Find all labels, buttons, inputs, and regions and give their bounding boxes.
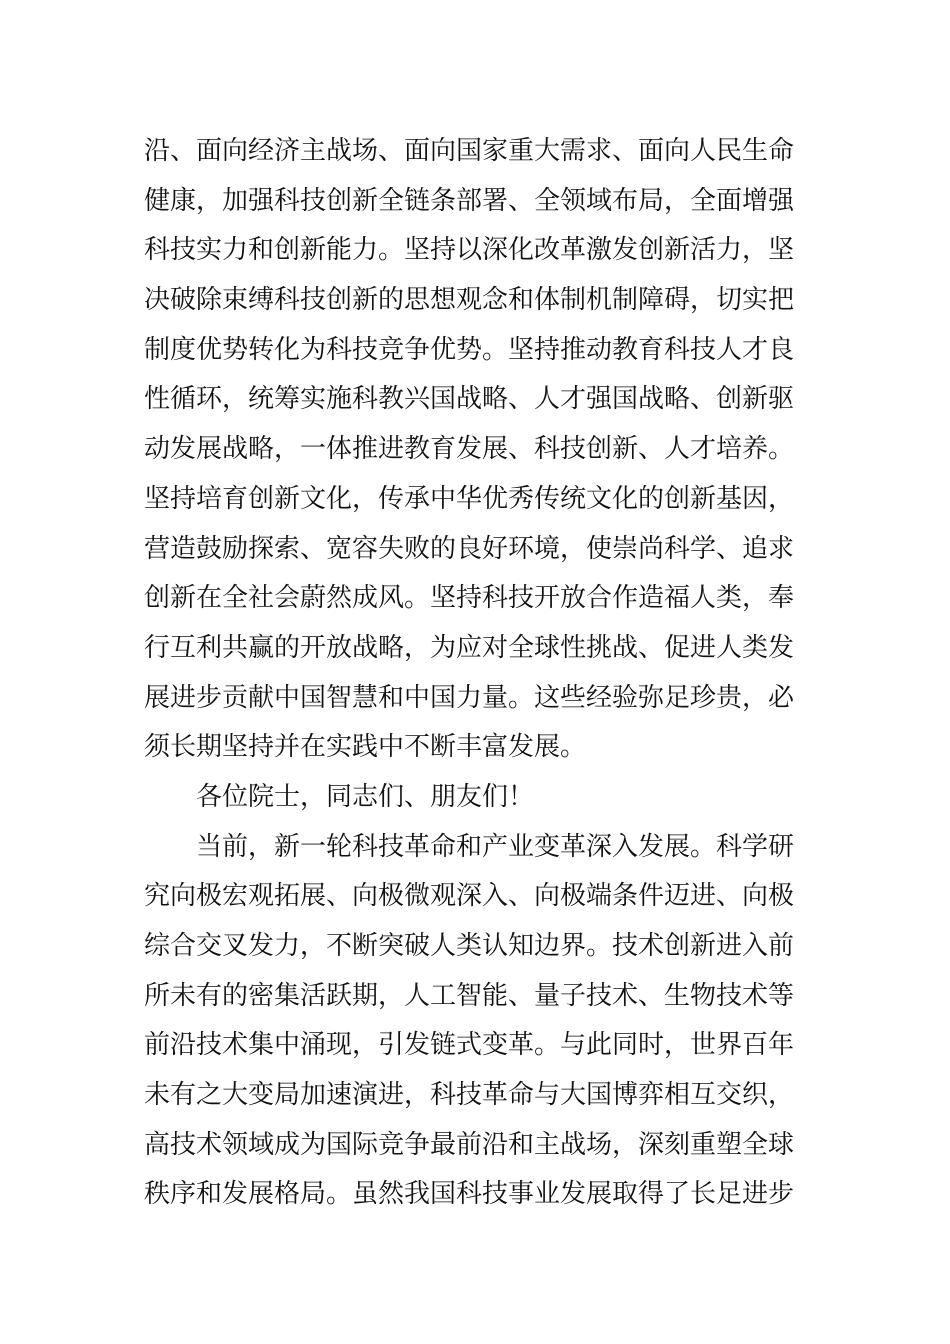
text-line: 坚持培育创新文化，传承中华优秀传统文化的创新基因，: [144, 483, 795, 514]
text-line: 须长期坚持并在实践中不断丰富发展。: [144, 732, 587, 763]
text-line: 健康，加强科技创新全链条部署、全领域布局，全面增强: [144, 185, 795, 216]
text-line: 前沿技术集中涌现，引发链式变革。与此同时，世界百年: [144, 1030, 795, 1061]
text-line: 性循环，统筹实施科教兴国战略、人才强国战略、创新驱: [144, 384, 795, 415]
text-line: 营造鼓励探索、宽容失败的良好环境，使崇尚科学、追求: [144, 533, 795, 564]
body-text: [144, 127, 806, 1220]
text-line: 所未有的密集活跃期，人工智能、量子技术、生物技术等: [144, 980, 795, 1011]
text-line: 制度优势转化为科技竞争优势。坚持推动教育科技人才良: [144, 334, 795, 365]
text-line: 行互利共赢的开放战略，为应对全球性挑战、促进人类发: [144, 632, 795, 663]
text-line: 决破除束缚科技创新的思想观念和体制机制障碍，切实把: [144, 285, 795, 316]
text-line: 展进步贡献中国智慧和中国力量。这些经验弥足珍贵，必: [144, 682, 795, 713]
text-line: 科技实力和创新能力。坚持以深化改革激发创新活力，坚: [144, 235, 795, 266]
text-line: 动发展战略，一体推进教育发展、科技创新、人才培养。: [144, 434, 795, 465]
text-line: 未有之大变局加速演进，科技革命与大国博弈相互交织，: [144, 1080, 795, 1111]
text-line: 综合交叉发力，不断突破人类认知边界。技术创新进入前: [144, 931, 795, 961]
text-line: 究向极宏观拓展、向极微观深入、向极端条件迈进、向极: [144, 881, 795, 912]
paragraph-start-line: 当前，新一轮科技革命和产业变革深入发展。科学研: [196, 831, 795, 862]
salutation-line: 各位院士，同志们、朋友们！: [196, 781, 535, 812]
text-line: 秩序和发展格局。虽然我国科技事业发展取得了长足进步: [144, 1179, 795, 1210]
text-line: 高技术领域成为国际竞争最前沿和主战场，深刻重塑全球: [144, 1129, 795, 1160]
text-line: 创新在全社会蔚然成风。坚持科技开放合作造福人类，奉: [144, 583, 795, 614]
text-line: 沿、面向经济主战场、面向国家重大需求、面向人民生命: [144, 136, 795, 166]
